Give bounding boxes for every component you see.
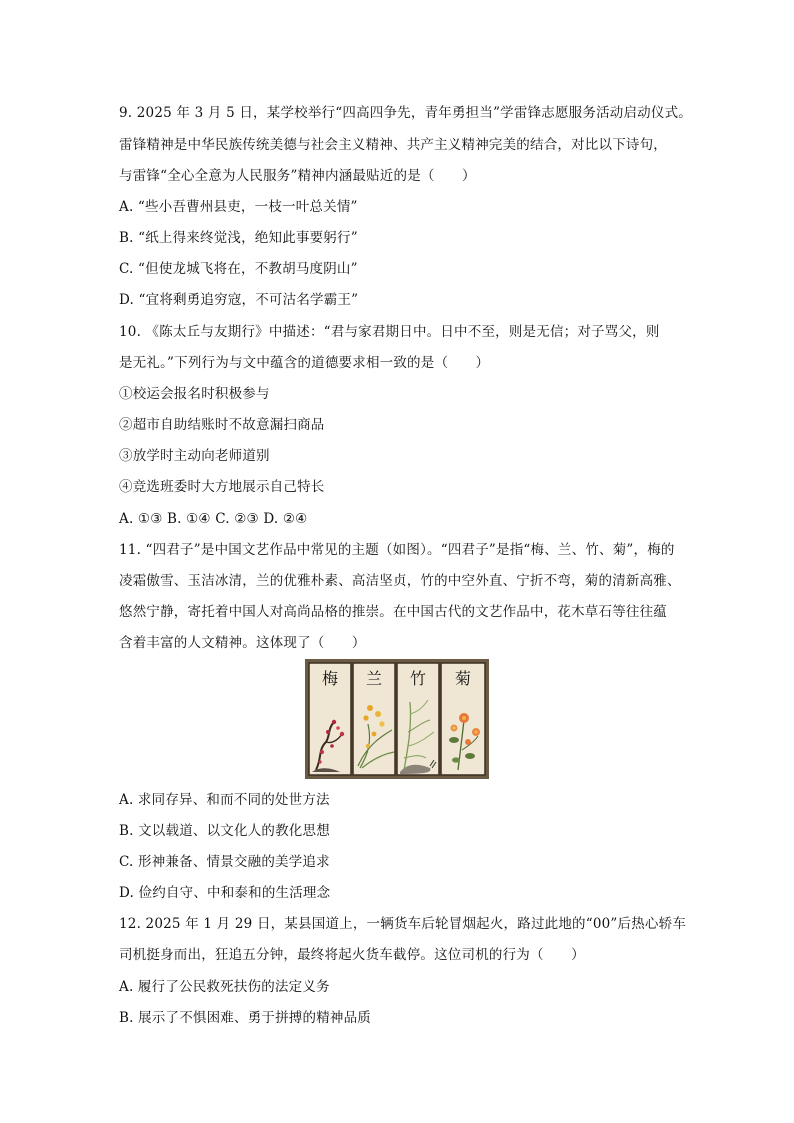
panel-orchid: [353, 663, 395, 775]
q9-option-a: A. “些小吾曹州县吏，一枝一叶总关情”: [119, 199, 358, 215]
q11-stem-line-3: 悠然宁静，寄托着中国人对高尚品格的推崇。在中国古代的文艺作品中，花木草石等往往蕴: [119, 604, 667, 620]
q9-stem-line-1: 9. 2025 年 3 月 5 日，某学校举行“四高四争先，青年勇担当”学雷锋志愿服务活动启动仪式。: [119, 105, 692, 121]
q11-stem-line-1: 11. “四君子”是中国文艺作品中常见的主题（如图）。“四君子”是指“梅、兰、竹、菊”，梅的: [119, 542, 675, 558]
panel-title-plum: 梅: [321, 669, 339, 688]
q12-option-b: B. 展示了不惧困难、勇于拼搏的精神品质: [119, 1010, 372, 1026]
q10-item-2: ②超市自助结账时不故意漏扫商品: [119, 417, 325, 433]
q11-option-a: A. 求同存异、和而不同的处世方法: [119, 792, 330, 808]
four-gentlemen-painting-svg: [308, 662, 486, 776]
q10-stem-line-2: 是无礼。”下列行为与文中蕴含的道德要求相一致的是（ ）: [119, 355, 490, 371]
q9-option-c: C. “但使龙城飞将在，不教胡马度阴山”: [119, 261, 358, 277]
panel-bamboo: [397, 663, 439, 775]
panel-title-bamboo: 竹: [409, 669, 427, 688]
q12-stem-line-2: 司机挺身而出，狂追五分钟，最终将起火货车截停。这位司机的行为（ ）: [119, 947, 585, 963]
q9-stem-line-3: 与雷锋“全心全意为人民服务”精神内涵最贴近的是（ ）: [119, 168, 476, 184]
q10-item-3: ③放学时主动向老师道别: [119, 448, 270, 464]
four-gentlemen-painting: [305, 659, 489, 779]
panel-title-orchid: 兰: [365, 669, 383, 688]
q12-option-a: A. 履行了公民救死扶伤的法定义务: [119, 979, 330, 995]
q9-option-d: D. “宜将剩勇追穷寇，不可沽名学霸王”: [119, 292, 359, 308]
q11-stem-line-2: 凌霜傲雪、玉洁冰清，兰的优雅朴素、高洁坚贞，竹的中空外直、宁折不弯，菊的清新高雅、: [119, 573, 681, 589]
q9-option-b: B. “纸上得来终觉浅，绝知此事要躬行”: [119, 230, 358, 246]
q11-option-b: B. 文以载道、以文化人的教化思想: [119, 823, 330, 839]
q10-item-1: ①校运会报名时积极参与: [119, 386, 270, 402]
q11-option-d: D. 俭约自守、中和泰和的生活理念: [119, 885, 331, 901]
panel-plum: [309, 663, 351, 775]
q11-stem-line-4: 含着丰富的人文精神。这体现了（ ）: [119, 635, 366, 651]
q10-item-4: ④竞选班委时大方地展示自己特长: [119, 479, 325, 495]
panel-chrysanthemum: [441, 663, 485, 775]
panel-title-chrysanthemum: 菊: [454, 669, 472, 688]
q9-stem-line-2: 雷锋精神是中华民族传统美德与社会主义精神、共产主义精神完美的结合，对比以下诗句，: [119, 137, 667, 153]
q11-option-c: C. 形神兼备、情景交融的美学追求: [119, 854, 330, 870]
q10-stem-line-1: 10. 《陈太丘与友期行》中描述：“君与家君期日中。日中不至，则是无信；对子骂父，则: [119, 324, 660, 340]
q10-options: A. ①③ B. ①④ C. ②③ D. ②④: [119, 511, 308, 527]
q12-stem-line-1: 12. 2025 年 1 月 29 日，某县国道上，一辆货车后轮冒烟起火，路过此地的“00”后热心轿车: [119, 916, 687, 932]
